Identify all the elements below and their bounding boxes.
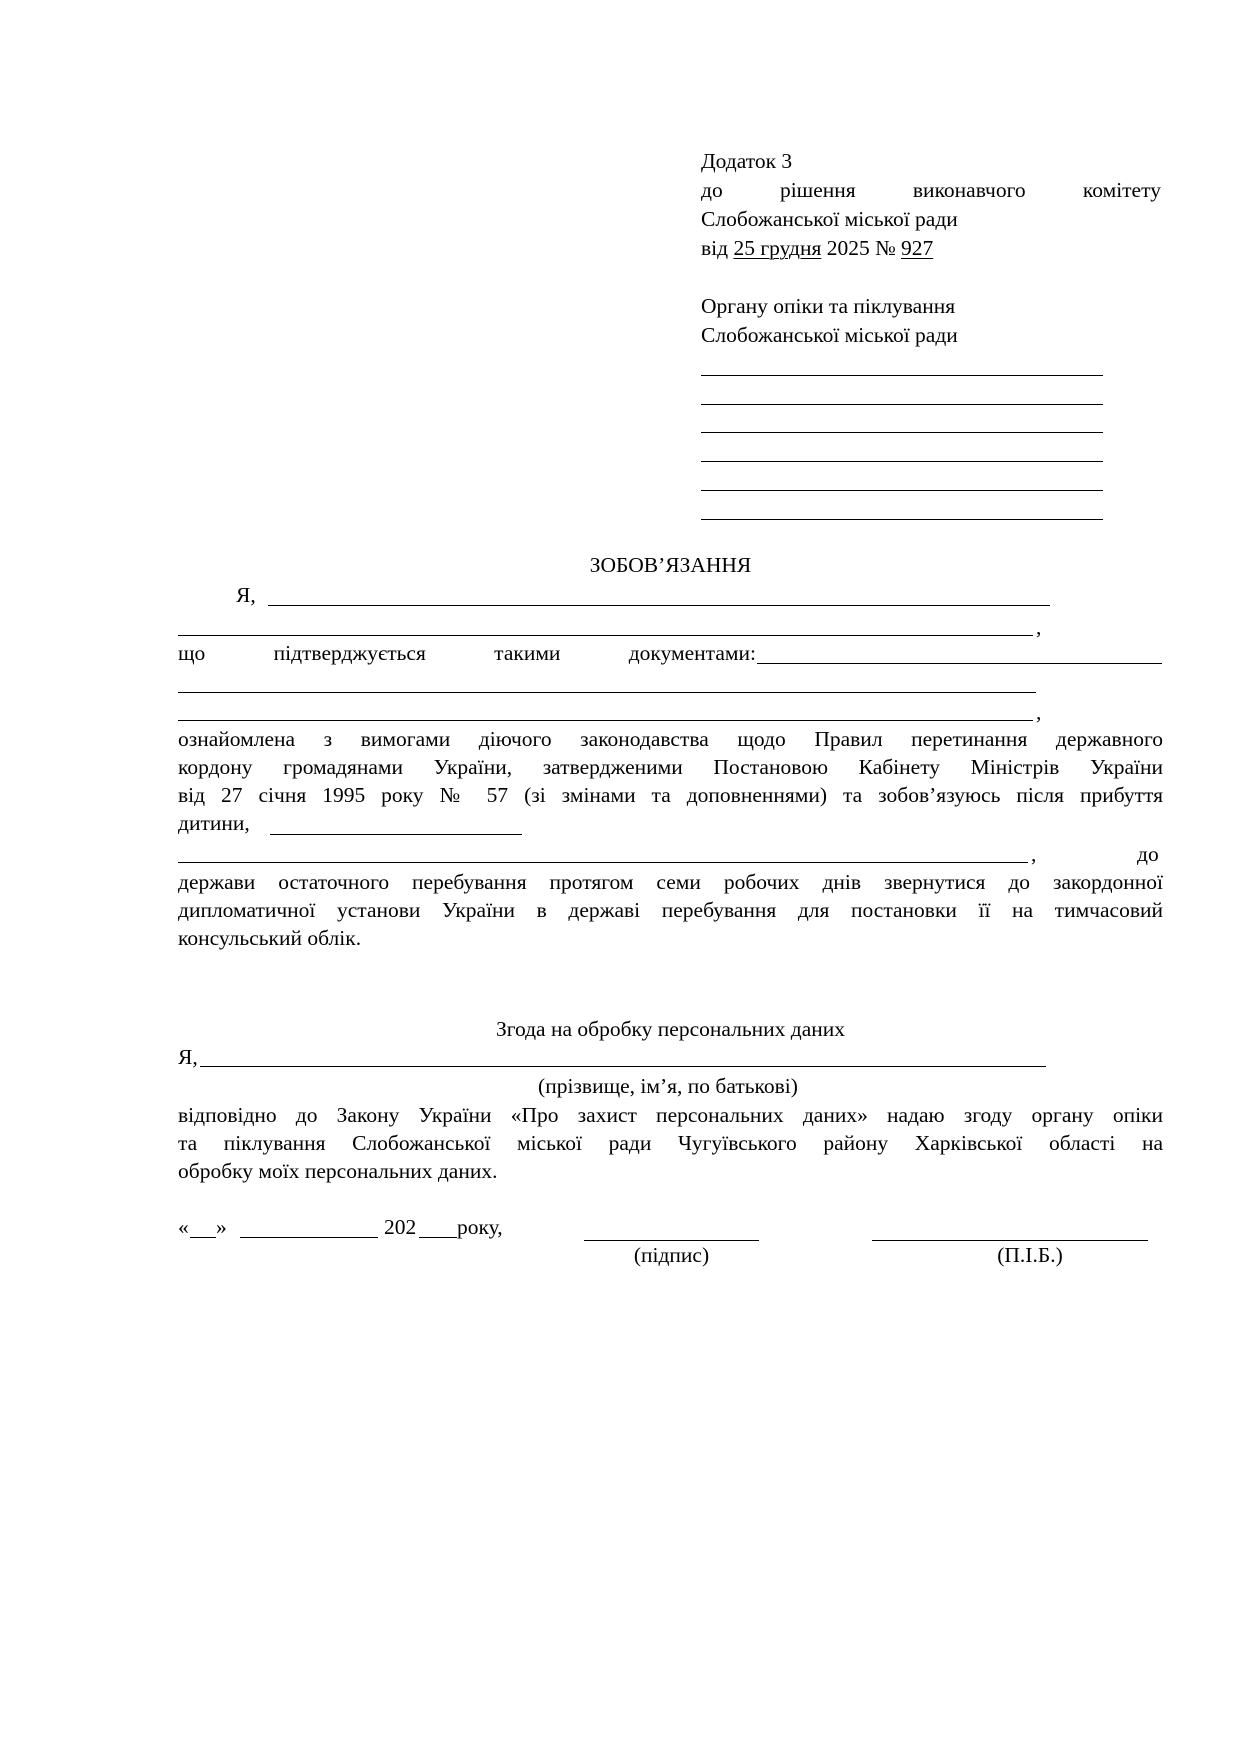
decision-word: комітету [1082, 178, 1161, 202]
decision-year: 2025 № [821, 236, 901, 260]
applicant-info-field[interactable] [701, 432, 1103, 433]
consent-paragraph-line: обробку моїх персональних даних. [178, 1159, 498, 1183]
obligation-paragraph-line: кордону громадянами України, затвердженими Постановою Кабінету Міністрів України [178, 755, 1163, 779]
addressee-line-1: Органу опіки та піклування [701, 294, 956, 318]
comma: , [1036, 615, 1042, 639]
decision-word: виконавчого [912, 178, 1026, 202]
decision-number: 927 [900, 236, 934, 260]
full-name-field-continued[interactable] [178, 635, 1033, 636]
signature-field[interactable] [584, 1240, 759, 1241]
printed-name-field[interactable] [872, 1240, 1148, 1241]
decision-line [701, 180, 1161, 202]
decision-date-line [701, 238, 933, 260]
day-field[interactable] [190, 1237, 216, 1238]
year-field[interactable] [419, 1237, 457, 1238]
consent-title: Згода на обробку персональних даних [495, 1017, 846, 1041]
appendix-label: Додаток 3 [701, 149, 793, 173]
name-caption: (прізвище, ім’я, по батькові) [538, 1074, 798, 1098]
council-name: Слобожанської міської ради [701, 207, 958, 231]
date-prefix: від [701, 236, 734, 260]
documents-label-line [178, 643, 756, 665]
close-quote: » [216, 1215, 227, 1239]
obligation-title: ЗОБОВ’ЯЗАННЯ [589, 553, 752, 577]
obligation-paragraph-line: держави остаточного перебування протягом семи робочих днів звернутися до закордонної [178, 870, 1163, 894]
addressee-line-2: Слобожанської міської ради [701, 323, 958, 347]
comma: , [1031, 842, 1037, 866]
docs-word: документами: [628, 641, 756, 665]
child-label: дитини, [178, 811, 250, 835]
i-label: Я, [178, 1045, 198, 1069]
applicant-info-field[interactable] [701, 375, 1103, 376]
documents-field[interactable] [178, 720, 1033, 721]
full-name-field[interactable] [268, 605, 1050, 606]
year-prefix: 202 [384, 1215, 417, 1239]
printed-name-caption: (П.І.Б.) [997, 1243, 1063, 1267]
child-name-field[interactable] [270, 834, 522, 835]
documents-field[interactable] [178, 692, 1036, 693]
decision-date: 25 грудня [733, 236, 822, 260]
docs-word: такими [494, 641, 561, 665]
month-field[interactable] [240, 1237, 378, 1238]
consent-paragraph-line: відповідно до Закону України «Про захист персональних даних» надаю згоду органу опіки [178, 1103, 1163, 1127]
applicant-info-field[interactable] [701, 404, 1103, 405]
destination-field[interactable] [178, 862, 1028, 863]
to-label: до [1137, 842, 1159, 866]
year-suffix: року, [457, 1215, 503, 1239]
i-label: Я, [236, 583, 256, 607]
documents-field[interactable] [757, 663, 1162, 664]
docs-word: підтверджується [273, 641, 426, 665]
obligation-paragraph-line: від 27 січня 1995 року № 57 (зі змінами та доповненнями) та зобов’язуюсь після прибуття [178, 783, 1163, 807]
applicant-info-field[interactable] [701, 461, 1103, 462]
obligation-paragraph-line: дипломатичної установи України в державі перебування для постановки її на тимчасовий [178, 898, 1163, 922]
comma: , [1036, 700, 1042, 724]
applicant-info-field[interactable] [701, 490, 1103, 491]
applicant-info-field[interactable] [701, 519, 1103, 520]
decision-word: до [701, 178, 723, 202]
consent-full-name-field[interactable] [200, 1066, 1046, 1067]
docs-word: що [178, 641, 206, 665]
obligation-paragraph-line: консульський облік. [178, 926, 362, 950]
signature-caption: (підпис) [633, 1243, 710, 1267]
consent-paragraph-line: та піклування Слобожанської міської ради Чугуївського району Харківської області на [178, 1131, 1163, 1155]
decision-word: рішення [779, 178, 856, 202]
obligation-paragraph-line: ознайомлена з вимогами діючого законодавства щодо Правил перетинання державного [178, 727, 1163, 751]
open-quote: « [178, 1215, 189, 1239]
